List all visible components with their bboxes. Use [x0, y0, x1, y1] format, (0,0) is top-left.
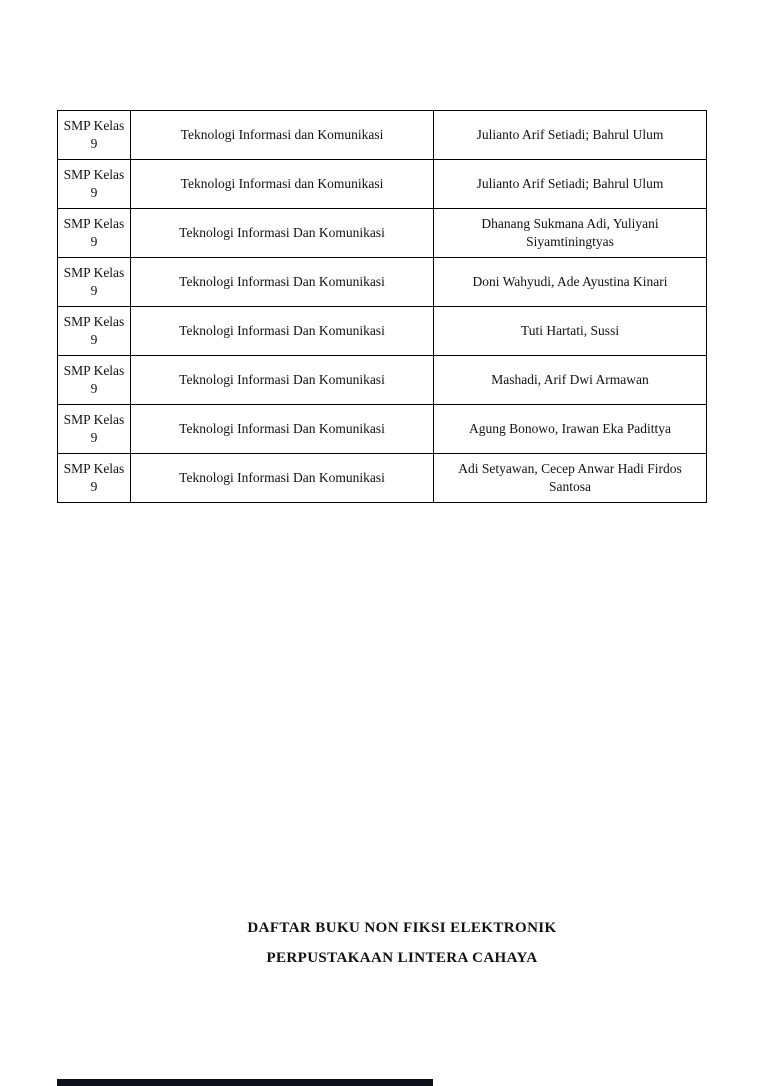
table-row: [58, 454, 707, 503]
cell-subject: Teknologi Informasi dan Komunikasi: [131, 111, 434, 160]
cell-subject: Teknologi Informasi dan Komunikasi: [131, 160, 434, 209]
next-table-header-strip: [57, 1079, 433, 1086]
cell-level: SMP Kelas 9: [58, 160, 131, 209]
cell-author: Doni Wahyudi, Ade Ayustina Kinari: [434, 258, 707, 307]
cell-author: Mashadi, Arif Dwi Armawan: [434, 356, 707, 405]
cell-author: Julianto Arif Setiadi; Bahrul Ulum: [434, 160, 707, 209]
list-title: DAFTAR BUKU NON FIKSI ELEKTRONIK: [247, 920, 557, 936]
cell-level: SMP Kelas 9: [58, 209, 131, 258]
cell-level: SMP Kelas 9: [58, 405, 131, 454]
table-row: [58, 160, 707, 209]
cell-author: Dhanang Sukmana Adi, Yuliyani Siyamtiningtyas: [434, 209, 707, 258]
cell-subject: Teknologi Informasi Dan Komunikasi: [131, 258, 434, 307]
cell-subject: Teknologi Informasi Dan Komunikasi: [131, 405, 434, 454]
cell-subject: Teknologi Informasi Dan Komunikasi: [131, 454, 434, 503]
book-table: [57, 110, 707, 503]
cell-subject: Teknologi Informasi Dan Komunikasi: [131, 356, 434, 405]
library-title: PERPUSTAKAAN LINTERA CAHAYA: [266, 950, 538, 966]
cell-level: SMP Kelas 9: [58, 258, 131, 307]
cell-level: SMP Kelas 9: [58, 111, 131, 160]
table-row: [58, 111, 707, 160]
cell-level: SMP Kelas 9: [58, 454, 131, 503]
cell-author: Tuti Hartati, Sussi: [434, 307, 707, 356]
table-row: [58, 405, 707, 454]
table-row: [58, 258, 707, 307]
book-table-body: [58, 111, 707, 503]
table-row: [58, 356, 707, 405]
cell-level: SMP Kelas 9: [58, 307, 131, 356]
cell-author: Adi Setyawan, Cecep Anwar Hadi Firdos Santosa: [434, 454, 707, 503]
cell-level: SMP Kelas 9: [58, 356, 131, 405]
cell-subject: Teknologi Informasi Dan Komunikasi: [131, 209, 434, 258]
cell-subject: Teknologi Informasi Dan Komunikasi: [131, 307, 434, 356]
table-row: [58, 307, 707, 356]
cell-author: Julianto Arif Setiadi; Bahrul Ulum: [434, 111, 707, 160]
cell-author: Agung Bonowo, Irawan Eka Padittya: [434, 405, 707, 454]
table-row: [58, 209, 707, 258]
